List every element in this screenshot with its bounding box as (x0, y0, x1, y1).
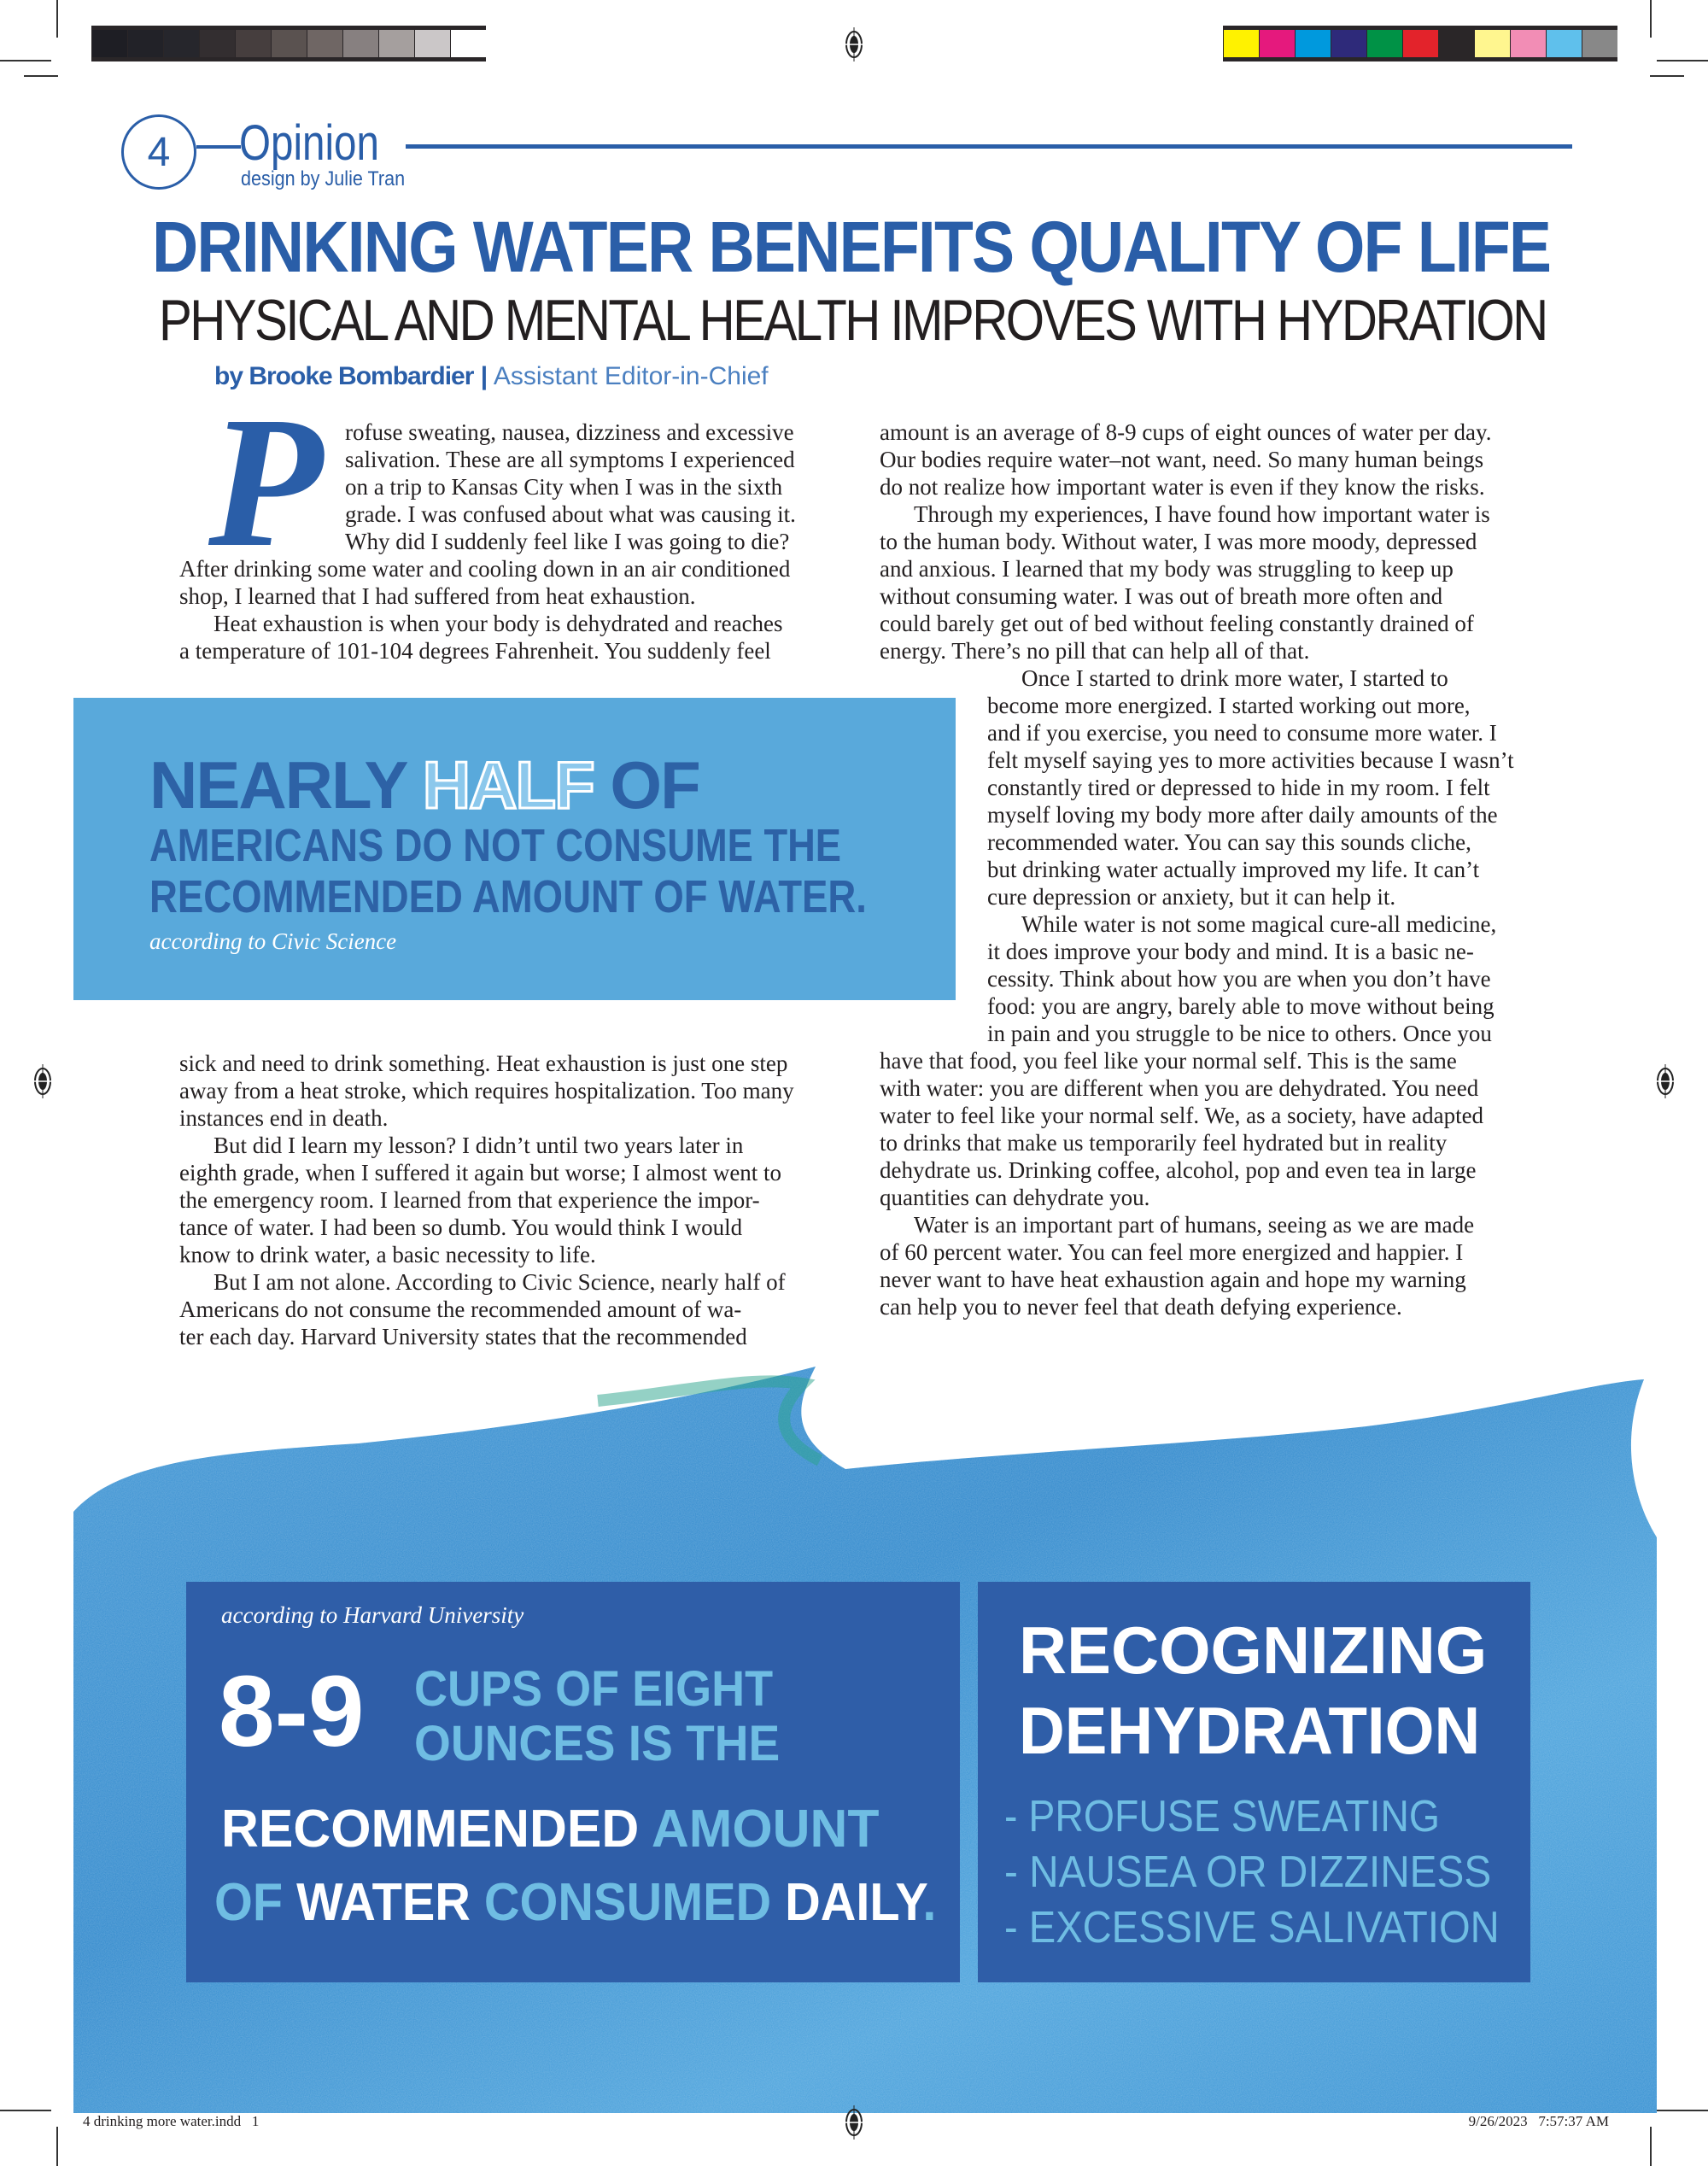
body-text-line: in pain and you struggle to be nice to others. Once you (987, 1021, 1492, 1046)
body-text-line: it does improve your body and mind. It is a basic ne- (987, 939, 1474, 964)
body-text-line: salivation. These are all symptoms I experienced (345, 447, 795, 472)
harvard-word: OF (214, 1873, 284, 1932)
harvard-word: RECOMMENDED (221, 1800, 640, 1859)
body-text-line: could barely get out of bed without feeling constantly drained of (880, 611, 1474, 636)
pull-quote-word: NEARLY (149, 747, 407, 822)
body-text-line: amount is an average of 8-9 cups of eight ounces of water per day. (880, 419, 1492, 445)
body-text-line: Heat exhaustion is when your body is dehydrated and reaches (214, 611, 783, 636)
body-text-line: but drinking water actually improved my life. It can’t (987, 857, 1480, 882)
body-text-line: and if you exercise, you need to consume more water. I (987, 720, 1497, 746)
headline: DRINKING WATER BENEFITS QUALITY OF LIFE (152, 207, 1551, 287)
dehydration-box (978, 1582, 1530, 1982)
body-text-line: Through my experiences, I have found how important water is (914, 501, 1490, 527)
body-text-line: with water: you are different when you are dehydrated. You need (880, 1075, 1479, 1101)
harvard-line-1: CUPS OF EIGHT (414, 1661, 774, 1717)
body-text-line: While water is not some magical cure-all medicine, (1021, 911, 1497, 937)
design-credit: design by Julie Tran (241, 167, 406, 190)
body-text-line: ter each day. Harvard University states that the recommended (179, 1324, 747, 1349)
body-text-line: never want to have heat exhaustion again and hope my warning (880, 1267, 1466, 1292)
body-text-line: Americans do not consume the recommended amount of wa- (179, 1297, 742, 1322)
pull-quote-line-2: AMERICANS DO NOT CONSUME THE (149, 820, 842, 871)
registration-mark-icon (841, 2105, 867, 2140)
body-text-line: cessity. Think about how you are when you don’t have (987, 966, 1491, 992)
pull-quote-line-3: RECOMMENDED AMOUNT OF WATER. (149, 871, 867, 922)
byline-separator: | (480, 362, 488, 390)
body-text-line: sick and need to drink something. Heat exhaustion is just one step (179, 1051, 788, 1076)
footer-timestamp: 9/26/2023 7:57:37 AM (1468, 2113, 1609, 2129)
body-text-line: become more energized. I started working out more, (987, 693, 1471, 718)
harvard-stat-box (186, 1582, 960, 1982)
body-text-line: recommended water. You can say this sounds cliche, (987, 829, 1471, 855)
drop-cap: P (208, 378, 324, 586)
body-text-line: felt myself saying yes to more activities because I wasn’t (987, 747, 1514, 773)
body-text-line: without consuming water. I was out of breath more often and (880, 583, 1443, 609)
author-name: by Brooke Bombardier (214, 362, 474, 390)
body-text-line: constantly tired or depressed to hide in my room. I felt (987, 775, 1490, 800)
body-text-line: After drinking some water and cooling down in an air conditioned (179, 556, 791, 582)
page-number: 4 (147, 130, 171, 175)
body-text-line: and anxious. I learned that my body was struggling to keep up (880, 556, 1454, 582)
symptom-item: - NAUSEA OR DIZZINESS (1004, 1847, 1492, 1897)
pull-quote-highlight: HALF (422, 747, 594, 822)
body-text-line: myself loving my body more after daily amounts of the (987, 802, 1498, 828)
harvard-word: DAILY (785, 1873, 923, 1932)
harvard-word: . (922, 1873, 937, 1932)
body-text-line: to drinks that make us temporarily feel hydrated but in reality (880, 1130, 1448, 1156)
harvard-line-2: OUNCES IS THE (414, 1716, 781, 1771)
body-text-line: the emergency room. I learned from that experience the impor- (179, 1187, 760, 1213)
harvard-word: CONSUMED (483, 1873, 772, 1932)
body-text-line: can help you to never feel that death defying experience. (880, 1294, 1402, 1320)
body-text-line: have that food, you feel like your normal self. This is the same (880, 1048, 1457, 1074)
body-text-line: Why did I suddenly feel like I was going to die? (345, 529, 790, 554)
body-text-line: Our bodies require water–not want, need. So many human beings (880, 447, 1484, 472)
body-text-line: But I am not alone. According to Civic Science, nearly half of (214, 1269, 786, 1295)
pull-quote-word: OF (610, 747, 699, 822)
body-text-line: cure depression or anxiety, but it can help it. (987, 884, 1396, 910)
harvard-big-number: 8-9 (219, 1655, 365, 1768)
body-text-line: on a trip to Kansas City when I was in the sixth (345, 474, 783, 500)
body-text-line: of 60 percent water. You can feel more energized and happier. I (880, 1239, 1464, 1265)
body-text-line: do not realize how important water is even if they know the risks. (880, 474, 1485, 500)
body-text-line: water to feel like your normal self. We, as a society, have adapted (880, 1103, 1484, 1128)
body-text-line: Once I started to drink more water, I started to (1021, 665, 1448, 691)
body-text-line: know to drink water, a basic necessity to life. (179, 1242, 596, 1267)
harvard-word: AMOUNT (651, 1800, 880, 1859)
symptom-item: - PROFUSE SWEATING (1004, 1792, 1441, 1841)
body-text-line: a temperature of 101-104 degrees Fahrenheit. You suddenly feel (179, 638, 771, 664)
harvard-line-3 (221, 1802, 879, 1857)
body-text-line: But did I learn my lesson? I didn’t until two years later in (214, 1133, 744, 1158)
body-text-line: away from a heat stroke, which requires hospitalization. Too many (179, 1078, 794, 1103)
body-text-line: dehydrate us. Drinking coffee, alcohol, pop and even tea in large (880, 1157, 1477, 1183)
body-text-line: Water is an important part of humans, seeing as we are made (914, 1212, 1475, 1238)
body-text-line: food: you are angry, barely able to move without being (987, 993, 1494, 1019)
dehydration-title-2: DEHYDRATION (1019, 1693, 1481, 1768)
harvard-word: WATER (296, 1873, 471, 1932)
section-title: Opinion (239, 115, 379, 171)
body-text-line: rofuse sweating, nausea, dizziness and excessive (345, 419, 794, 445)
body-text-line: to the human body. Without water, I was more moody, depressed (880, 529, 1477, 554)
body-text-line: eighth grade, when I suffered it again but worse; I almost went to (179, 1160, 782, 1185)
pull-quote-source: according to Civic Science (149, 928, 397, 954)
author-role: Assistant Editor-in-Chief (493, 362, 769, 390)
dehydration-title-1: RECOGNIZING (1019, 1613, 1488, 1688)
body-text-line: quantities can dehydrate you. (880, 1185, 1150, 1210)
symptom-item: - EXCESSIVE SALIVATION (1004, 1903, 1500, 1952)
subheadline: PHYSICAL AND MENTAL HEALTH IMPROVES WITH HYDRATION (159, 288, 1547, 353)
footer-filename: 4 drinking more water.indd 1 (83, 2113, 260, 2129)
harvard-source: according to Harvard University (221, 1602, 524, 1628)
body-text-line: instances end in death. (179, 1105, 389, 1131)
harvard-line-4 (214, 1873, 937, 1932)
body-text-line: grade. I was confused about what was causing it. (345, 501, 796, 527)
body-text-line: energy. There’s no pill that can help all of that. (880, 638, 1310, 664)
body-text-line: tance of water. I had been so dumb. You would think I would (179, 1215, 743, 1240)
body-text-line: shop, I learned that I had suffered from heat exhaustion. (179, 583, 696, 609)
